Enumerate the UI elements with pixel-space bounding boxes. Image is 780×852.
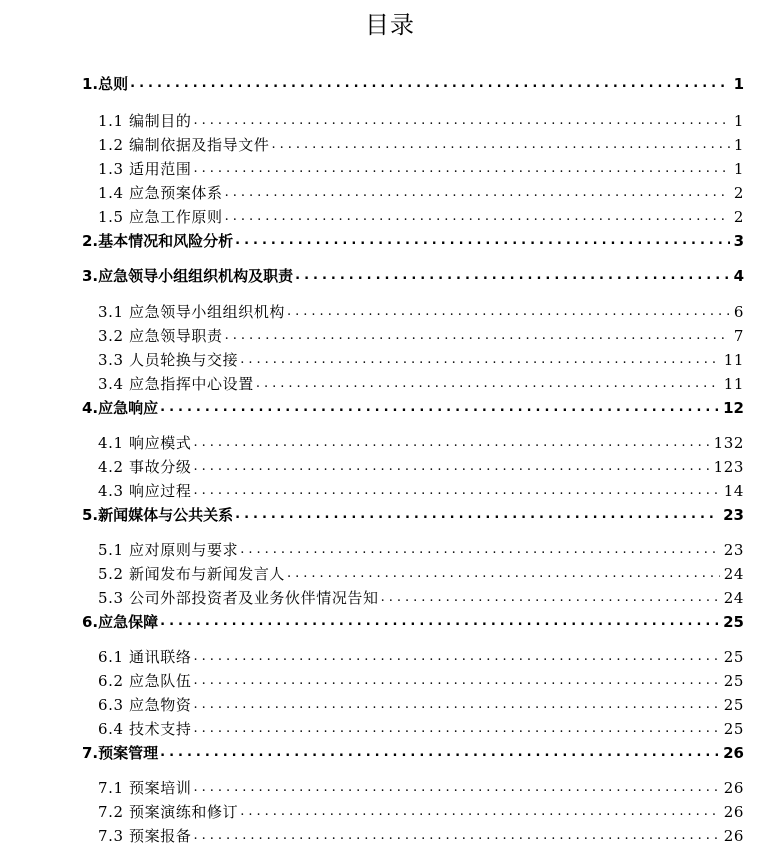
- toc-section-entry[interactable]: [98, 350, 744, 370]
- toc-entry-title: 4.2 事故分级: [98, 458, 192, 476]
- toc-page-number: 25: [723, 720, 744, 738]
- toc-section-entry[interactable]: [98, 588, 744, 608]
- toc-page-number: 1: [733, 75, 744, 93]
- toc-page-number: 25: [723, 613, 744, 631]
- toc-page-number: 1: [733, 112, 744, 130]
- toc-page-number: 23: [723, 506, 744, 524]
- toc-section-entry[interactable]: [98, 647, 744, 667]
- toc-leader-dots: [240, 350, 719, 370]
- toc-entry-title: 6.1 通讯联络: [98, 648, 192, 666]
- toc-page-number: 25: [723, 672, 744, 690]
- toc-chapter-entry[interactable]: [82, 505, 744, 525]
- toc-entry-title: 4.3 响应过程: [98, 482, 192, 500]
- toc-page-number: 4: [733, 267, 744, 285]
- toc-section-entry[interactable]: [98, 540, 744, 560]
- toc-entry-title: 1.5 应急工作原则: [98, 208, 223, 226]
- toc-leader-dots: [193, 481, 719, 501]
- toc-entry-title: 1.2 编制依据及指导文件: [98, 136, 270, 154]
- toc-page-number: 6: [733, 303, 744, 321]
- toc-page-number: 26: [723, 744, 744, 762]
- toc-leader-dots: [235, 231, 729, 251]
- toc-entry-title: 6.应急保障: [82, 613, 159, 631]
- toc-entry-title: 5.2 新闻发布与新闻发言人: [98, 565, 286, 583]
- toc-leader-dots: [295, 266, 729, 286]
- toc-chapter-entry[interactable]: [82, 743, 744, 763]
- toc-page-number: 11: [723, 375, 744, 393]
- toc-section-entry[interactable]: [98, 826, 744, 846]
- toc-leader-dots: [160, 612, 719, 632]
- toc-entry-title: 4.1 响应模式: [98, 434, 192, 452]
- toc-leader-dots: [193, 826, 719, 846]
- toc-entry-title: 1.总则: [82, 75, 129, 93]
- toc-entry-title: 3.3 人员轮换与交接: [98, 351, 239, 369]
- toc-page-number: 12: [723, 399, 744, 417]
- toc-leader-dots: [225, 207, 730, 227]
- toc-entry-title: 2.基本情况和风险分析: [82, 232, 234, 250]
- toc-section-entry[interactable]: [98, 564, 744, 584]
- toc-entry-title: 3.4 应急指挥中心设置: [98, 375, 254, 393]
- toc-page-number: 25: [723, 648, 744, 666]
- toc-leader-dots: [193, 433, 709, 453]
- toc-entry-title: 1.3 适用范围: [98, 160, 192, 178]
- toc-entry-title: 4.应急响应: [82, 399, 159, 417]
- toc-section-entry[interactable]: [98, 671, 744, 691]
- toc-page-number: 123: [713, 458, 744, 476]
- toc-section-entry[interactable]: [98, 302, 744, 322]
- toc-section-entry[interactable]: [98, 778, 744, 798]
- toc-entry-title: 5.1 应对原则与要求: [98, 541, 239, 559]
- toc-section-entry[interactable]: [98, 695, 744, 715]
- toc-leader-dots: [160, 398, 719, 418]
- toc-section-entry[interactable]: [98, 183, 744, 203]
- toc-leader-dots: [235, 505, 719, 525]
- toc-leader-dots: [381, 588, 720, 608]
- toc-chapter-entry[interactable]: [82, 74, 744, 94]
- toc-entry-title: 6.4 技术支持: [98, 720, 192, 738]
- toc-page-number: 26: [723, 779, 744, 797]
- toc-section-entry[interactable]: [98, 326, 744, 346]
- toc-page-number: 11: [723, 351, 744, 369]
- toc-leader-dots: [193, 671, 719, 691]
- toc-page-number: 2: [733, 208, 744, 226]
- toc-leader-dots: [225, 326, 730, 346]
- toc-entry-title: 5.新闻媒体与公共关系: [82, 506, 234, 524]
- toc-chapter-entry[interactable]: [82, 398, 744, 418]
- toc-leader-dots: [193, 719, 719, 739]
- toc-page-number: 26: [723, 827, 744, 845]
- toc-entry-title: 7.1 预案培训: [98, 779, 192, 797]
- toc-entry-title: 5.3 公司外部投资者及业务伙伴情况告知: [98, 589, 379, 607]
- toc-entry-title: 3.1 应急领导小组组织机构: [98, 303, 286, 321]
- page-title: 目录: [365, 11, 415, 39]
- toc-section-entry[interactable]: [98, 719, 744, 739]
- toc-leader-dots: [193, 457, 709, 477]
- toc-leader-dots: [225, 183, 730, 203]
- toc-section-entry[interactable]: [98, 433, 744, 453]
- toc-page-number: 25: [723, 696, 744, 714]
- toc-page-number: 23: [723, 541, 744, 559]
- toc-chapter-entry[interactable]: [82, 231, 744, 251]
- toc-page-number: 24: [723, 589, 744, 607]
- toc-page-number: 1: [733, 160, 744, 178]
- toc-chapter-entry[interactable]: [82, 266, 744, 286]
- toc-entry-title: 7.预案管理: [82, 744, 159, 762]
- toc-leader-dots: [193, 647, 719, 667]
- toc-section-entry[interactable]: [98, 135, 744, 155]
- toc-leader-dots: [271, 135, 729, 155]
- toc-page-number: 3: [733, 232, 744, 250]
- toc-section-entry[interactable]: [98, 374, 744, 394]
- toc-page-number: 132: [713, 434, 744, 452]
- toc-entry-title: 7.3 预案报备: [98, 827, 192, 845]
- toc-page-number: 1: [733, 136, 744, 154]
- toc-leader-dots: [193, 111, 729, 131]
- toc-page-number: 24: [723, 565, 744, 583]
- toc-page-number: 26: [723, 803, 744, 821]
- toc-leader-dots: [193, 778, 719, 798]
- toc-section-entry[interactable]: [98, 802, 744, 822]
- toc-entry-title: 3.应急领导小组组织机构及职责: [82, 267, 294, 285]
- toc-section-entry[interactable]: [98, 207, 744, 227]
- toc-entry-title: 1.4 应急预案体系: [98, 184, 223, 202]
- toc-entry-title: 3.2 应急领导职责: [98, 327, 223, 345]
- toc-section-entry[interactable]: [98, 481, 744, 501]
- toc-leader-dots: [193, 695, 719, 715]
- toc-entry-title: 1.1 编制目的: [98, 112, 192, 130]
- toc-section-entry[interactable]: [98, 159, 744, 179]
- toc-leader-dots: [287, 302, 730, 322]
- toc-page-number: 14: [723, 482, 744, 500]
- toc-leader-dots: [287, 564, 720, 584]
- toc-entry-title: 6.2 应急队伍: [98, 672, 192, 690]
- toc-leader-dots: [130, 74, 729, 94]
- toc-leader-dots: [193, 159, 729, 179]
- toc-section-entry[interactable]: [98, 457, 744, 477]
- toc-page-number: 2: [733, 184, 744, 202]
- toc-leader-dots: [160, 743, 719, 763]
- toc-entry-title: 6.3 应急物资: [98, 696, 192, 714]
- toc-section-entry[interactable]: [98, 111, 744, 131]
- toc-chapter-entry[interactable]: [82, 612, 744, 632]
- toc-leader-dots: [256, 374, 720, 394]
- toc-page-number: 7: [733, 327, 744, 345]
- toc-leader-dots: [240, 802, 719, 822]
- toc-entry-title: 7.2 预案演练和修订: [98, 803, 239, 821]
- toc-leader-dots: [240, 540, 719, 560]
